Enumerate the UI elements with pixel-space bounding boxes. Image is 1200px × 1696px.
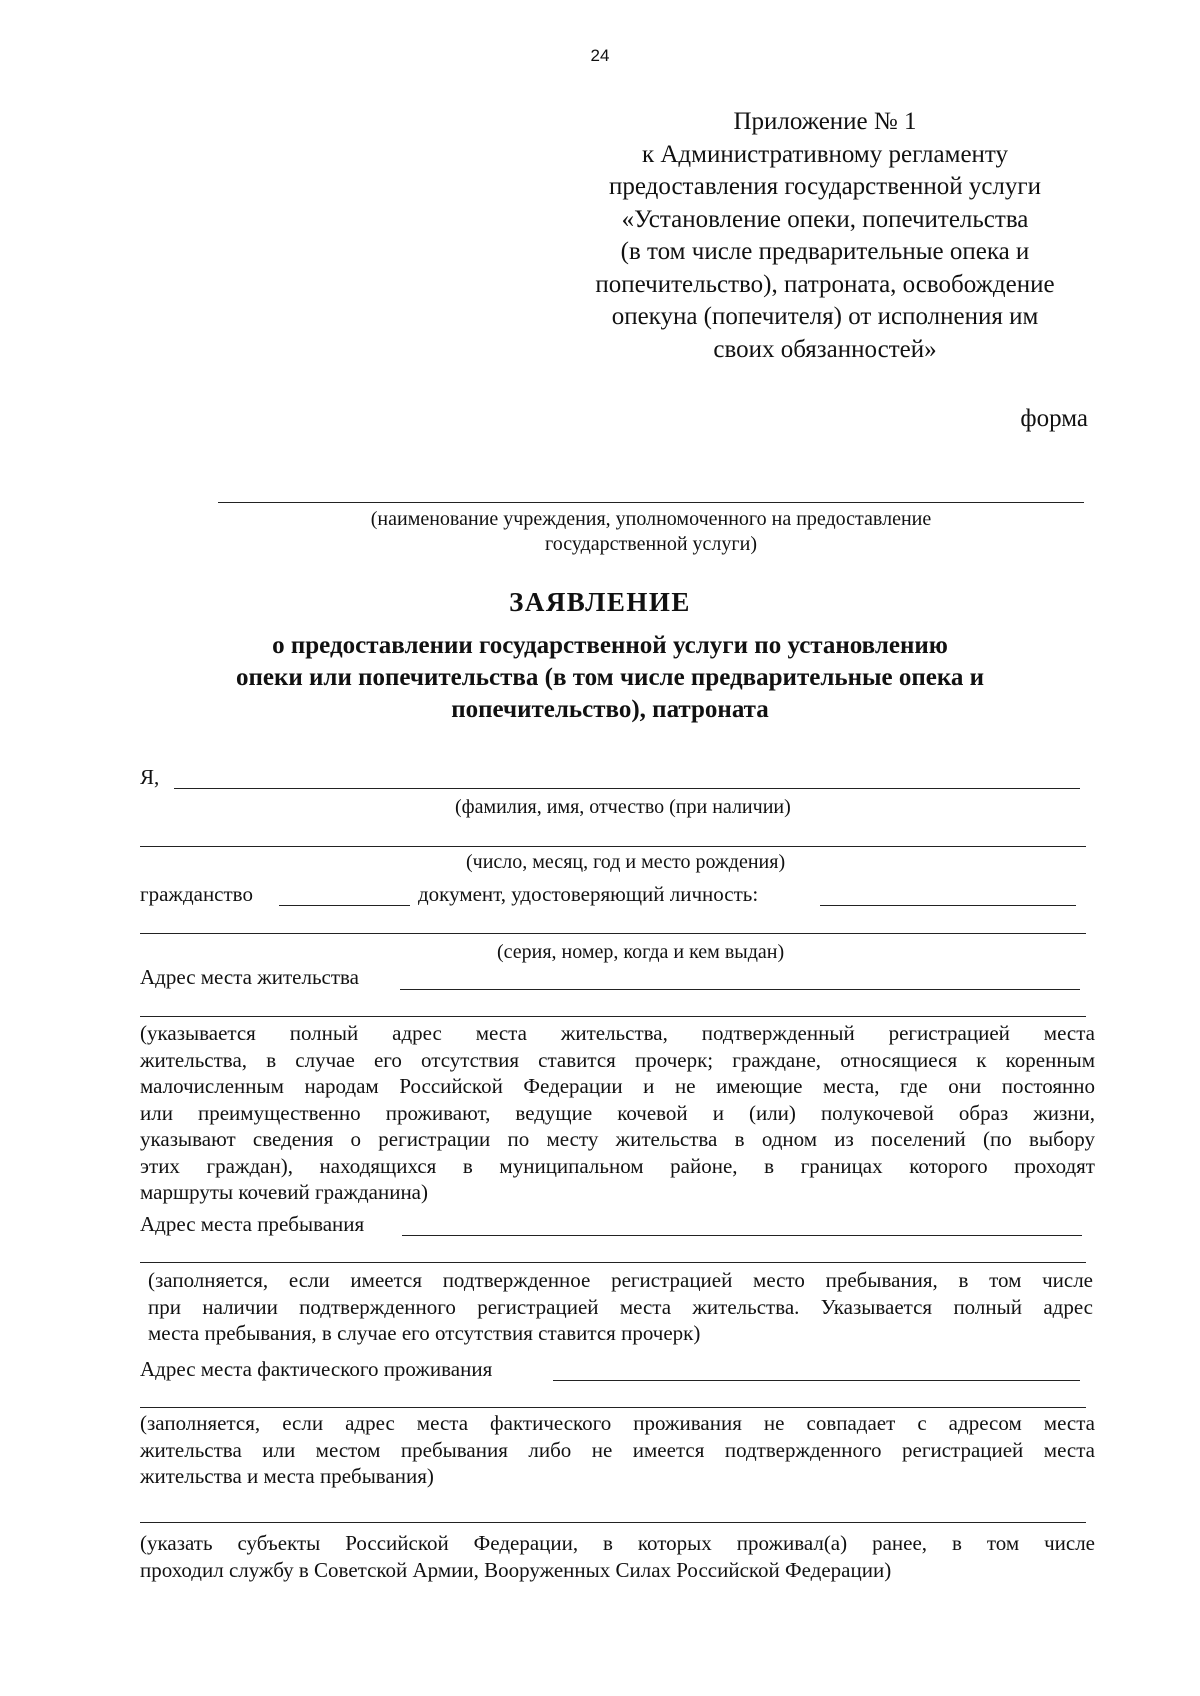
stay-note — [148, 1267, 1093, 1347]
actual-residence-label: Адрес места фактического проживания — [140, 1357, 493, 1381]
identity-doc-field-line[interactable] — [820, 905, 1076, 906]
note-line: указывают сведения о регистрации по месту жительства в одном из поселений (по выбору — [140, 1127, 1095, 1151]
note-line: жительства, в случае его отсутствия ставится прочерк; граждане, относящиеся к коренным — [140, 1047, 1095, 1072]
page-number: 24 — [590, 46, 610, 65]
note-line: проходил службу в Советской Армии, Вооруженных Силах Российской Федерации) — [140, 1557, 892, 1582]
appendix-line: «Установление опеки, попечительства — [621, 205, 1029, 233]
residence-note — [140, 1020, 1095, 1206]
appendix-line: Приложение № 1 — [733, 108, 917, 135]
note-line: маршруты кочевий гражданина) — [140, 1180, 428, 1204]
residence-label: Адрес места жительства — [140, 965, 359, 989]
note-line: (заполняется, если имеется подтвержденное регистрацией место пребывания, в том числе — [148, 1268, 1093, 1292]
i-label: Я, — [140, 765, 160, 789]
actual-residence-note — [140, 1410, 1095, 1490]
appendix-line: к Административному регламенту — [641, 140, 1009, 168]
note-line: жительства или местом пребывания либо не имеется подтвержденного регистрацией места — [140, 1437, 1095, 1462]
subtitle-line: опеки или попечительства (в том числе предварительные опека и — [235, 664, 985, 691]
appendix-line: опекуна (попечителя) от исполнения им — [611, 303, 1039, 330]
residence-field-line-2[interactable] — [140, 1016, 1086, 1017]
birth-caption: (число, месяц, год и место рождения) — [466, 851, 786, 873]
birth-field-line[interactable] — [140, 846, 1086, 847]
form-label: форма — [1020, 405, 1088, 432]
note-line: при наличии подтвержденного регистрацией места жительства. Указывается полный адрес — [148, 1294, 1093, 1319]
actual-residence-field-line[interactable] — [553, 1380, 1080, 1381]
appendix-header — [555, 106, 1095, 366]
institution-caption — [218, 507, 1084, 557]
note-line: жительства и места пребывания) — [140, 1464, 434, 1488]
appendix-line: попечительство), патроната, освобождение — [595, 270, 1055, 298]
note-line: малочисленным народам Российской Федерации и не имеющие места, где они постоянно — [140, 1074, 1095, 1098]
appendix-line: предоставления государственной услуги — [608, 173, 1042, 200]
regions-field-line[interactable] — [140, 1522, 1086, 1523]
subtitle-line: о предоставлении государственной услуги по установлению — [272, 632, 948, 659]
fio-field-line[interactable] — [174, 788, 1080, 789]
citizenship-field-line[interactable] — [279, 905, 410, 906]
stay-label: Адрес места пребывания — [140, 1212, 365, 1236]
identity-doc-label: документ, удостоверяющий личность: — [418, 882, 759, 906]
stay-field-line-2[interactable] — [140, 1262, 1086, 1263]
regions-note — [140, 1530, 1095, 1583]
stay-field-line[interactable] — [402, 1235, 1082, 1236]
appendix-line: своих обязанностей» — [713, 335, 937, 363]
document-subtitle — [160, 630, 1060, 726]
residence-field-line[interactable] — [400, 989, 1080, 990]
note-line: (указать субъекты Российской Федерации, в которых проживал(а) ранее, в том числе — [140, 1531, 1095, 1555]
note-line: (указывается полный адрес места жительства, подтвержденный регистрацией места — [140, 1021, 1095, 1045]
document-title: ЗАЯВЛЕНИЕ — [509, 587, 691, 617]
institution-field-line[interactable] — [218, 502, 1084, 503]
citizenship-label: гражданство — [140, 882, 253, 906]
fio-caption: (фамилия, имя, отчество (при наличии) — [455, 796, 791, 818]
doc-details-field-line[interactable] — [140, 933, 1086, 934]
note-line: (заполняется, если адрес места фактического проживания не совпадает с адресом места — [140, 1411, 1095, 1435]
institution-caption-line: (наименование учреждения, уполномоченного на предоставление — [370, 508, 932, 530]
note-line: места пребывания, в случае его отсутствия ставится прочерк) — [148, 1321, 701, 1345]
doc-caption: (серия, номер, когда и кем выдан) — [497, 941, 785, 963]
note-line: или преимущественно проживают, ведущие кочевой и (или) полукочевой образ жизни, — [140, 1100, 1095, 1125]
subtitle-line: попечительство), патроната — [451, 696, 769, 723]
institution-caption-line: государственной услуги) — [545, 533, 757, 555]
actual-residence-field-line-2[interactable] — [140, 1407, 1086, 1408]
appendix-line: (в том числе предварительные опека и — [620, 238, 1030, 265]
note-line: этих граждан), находящихся в муниципальном районе, в границах которого проходят — [140, 1153, 1095, 1178]
